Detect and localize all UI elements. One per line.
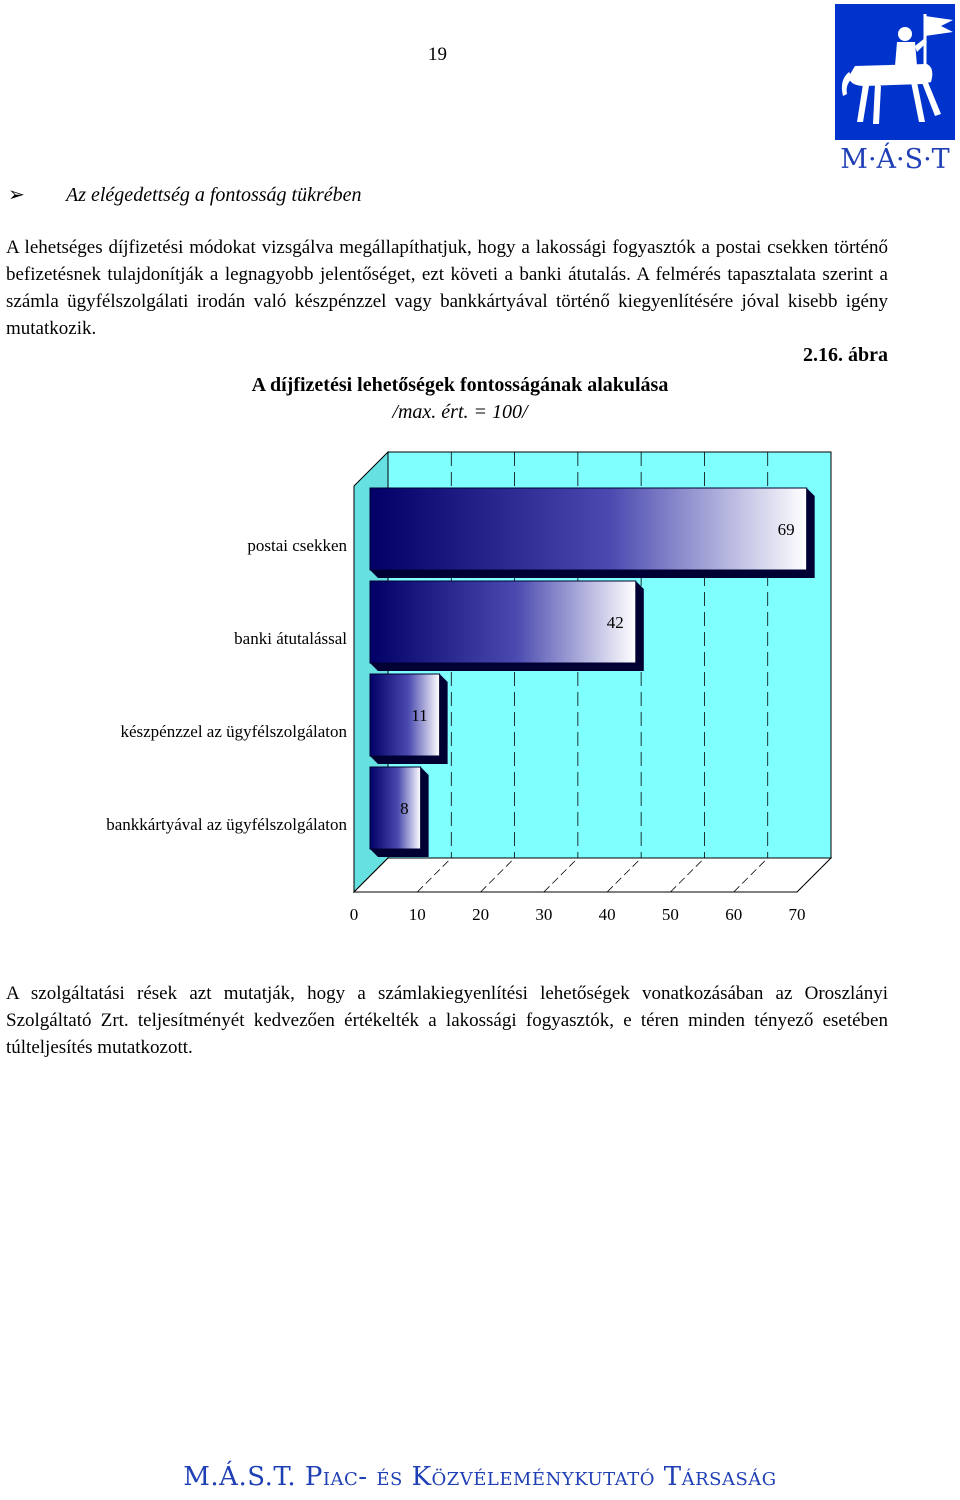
figure-number: 2.16. ábra [803,344,888,366]
centaur-flag-icon [835,4,955,140]
x-tick-label: 40 [598,905,616,924]
chart-title-block [140,372,780,426]
company-logo [833,4,957,176]
section-heading [8,182,362,207]
logo-emblem [835,4,955,140]
x-tick-label: 30 [535,905,553,924]
bar-0 [370,488,807,570]
x-tick-label: 50 [661,905,679,924]
data-label: 11 [411,706,428,725]
chart-floor [354,858,831,892]
bar-2 [370,674,440,756]
data-label: 42 [606,613,624,632]
data-label: 8 [400,799,409,818]
section-title-text: Az elégedettség a fontosság tükrében [66,184,362,206]
conclusion-paragraph: A szolgáltatási rések azt mutatják, hogy a számlakiegyenlítési lehetőségek vonatkozásában az Oroszlányi Szolgáltató Zrt. teljesítményét kedvezően értékelték a lakossági fogyasztók, e téren minden tényező esetében túlteljesítés mutatkozott. [6,983,888,1058]
x-tick-label: 60 [725,905,743,924]
category-label: bankkártyával az ügyfélszolgálaton [106,815,347,834]
bar-chart [0,440,960,940]
chart-subtitle: /max. ért. = 100/ [392,401,528,423]
category-label: készpénzzel az ügyfélszolgálaton [120,722,347,741]
bar-1 [370,581,636,663]
x-tick-label: 20 [472,905,490,924]
x-tick-label: 0 [349,905,359,924]
category-label: postai csekken [247,536,347,555]
logo-text: M·Á·S·T [840,144,950,175]
intro-paragraph: A lehetséges díjfizetési módokat vizsgálva megállapíthatjuk, hogy a lakossági fogyasztók a postai csekken történő befizetésnek tulajdonítják a legnagyobb jelentőséget, ezt követi a banki átutalás. A felmérés tapasztalata szerint a számla ügyfélszolgálati irodán való készpénzzel vagy bankkártyával történő kiegyenlítésére jóval kisebb igény mutatkozik. [6,237,888,339]
category-label: banki átutalással [234,629,347,648]
chart-title: A díjfizetési lehetőségek fontosságának alakulása [251,374,669,396]
page-number: 19 [428,44,447,65]
x-tick-label: 10 [408,905,426,924]
footer-company-name: M.Á.S.T. Piac- és Közvéleménykutató Társaság [183,1462,777,1492]
arrow-bullet-icon: ➢ [8,184,25,206]
x-tick-label: 70 [788,905,806,924]
bar-3 [370,767,421,849]
data-label: 69 [777,520,795,539]
